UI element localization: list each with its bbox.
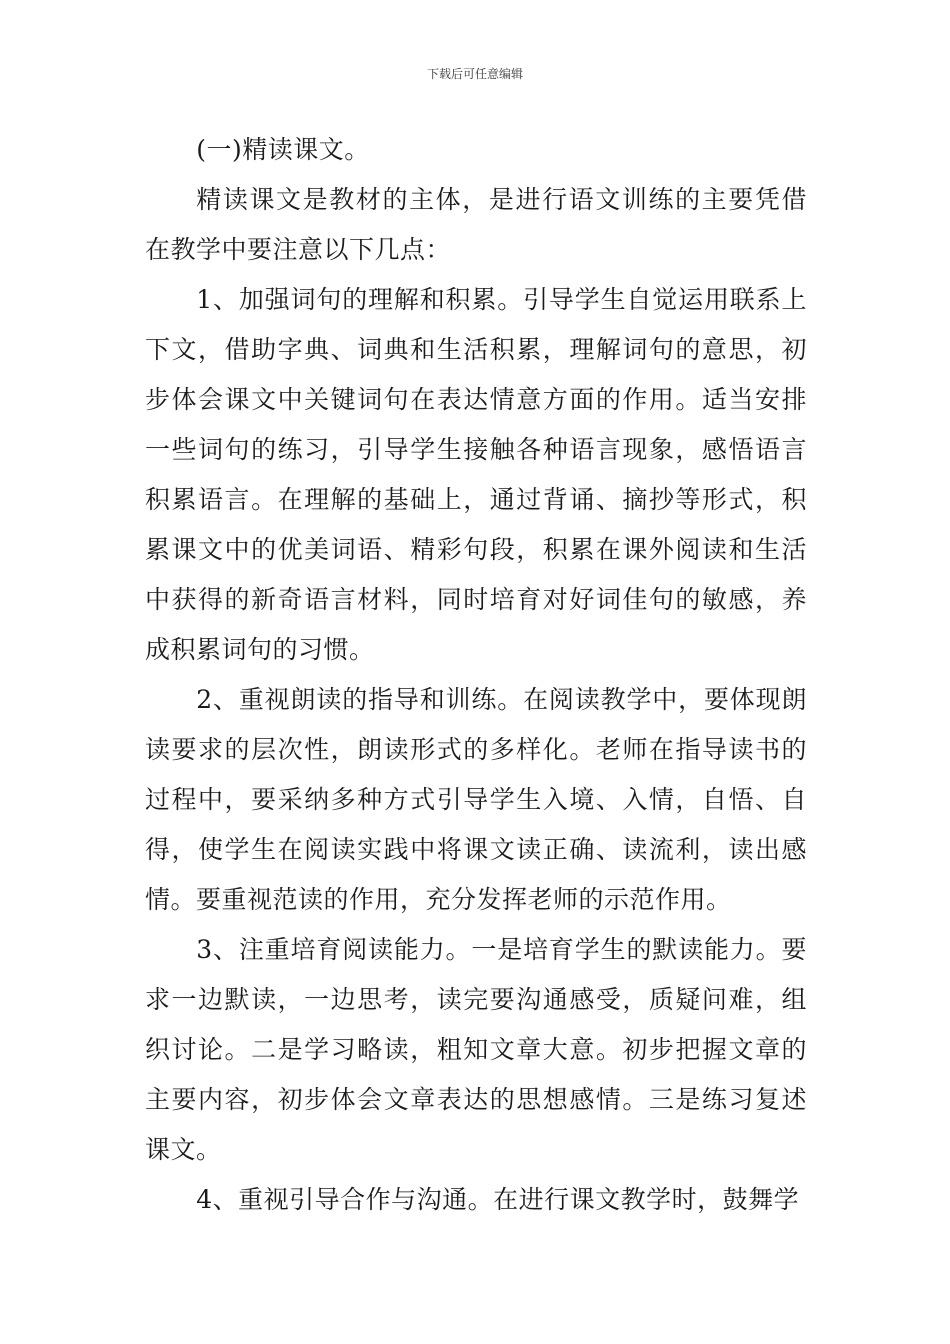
section-heading: (一)精读课文。	[196, 135, 370, 164]
paragraph-intro: 精读课文是教材的主体，是进行语文训练的主要凭借在教学中要注意以下几点：	[145, 185, 807, 264]
paragraph-point-3: 3、注重培育阅读能力。一是培育学生的默读能力。要求一边默读，一边思考，读完要沟通感受，质疑问难，组织讨论。二是学习略读，粗知文章大意。初步把握文章的主要内容，初步体会文章表达的思想感情。三是练习复述课文。	[145, 935, 807, 1164]
paragraph-point-1: 1、加强词句的理解和积累。引导学生自觉运用联系上下文，借助字典、词典和生活积累，理解词句的意思，初步体会课文中关键词句在表达情意方面的作用。适当安排一些词句的练习，引导学生接触各种语言现象，感悟语言积累语言。在理解的基础上，通过背诵、摘抄等形式，积累课文中的优美词语、精彩句段，积累在课外阅读和生活中获得的新奇语言材料，同时培育对好词佳句的敏感，养成积累词句的习惯。	[145, 285, 807, 664]
paragraph-point-4: 4、重视引导合作与沟通。在进行课文教学时，鼓舞学	[196, 1185, 800, 1214]
paragraph-point-2: 2、重视朗读的指导和训练。在阅读教学中，要体现朗读要求的层次性，朗读形式的多样化。老师在指导读书的过程中，要采纳多种方式引导学生入境、入情，自悟、自得，使学生在阅读实践中将课文读正确、读流利，读出感情。要重视范读的作用，充分发挥老师的示范作用。	[145, 685, 807, 914]
page-header-note: 下载后可任意编辑	[426, 67, 523, 81]
document-body	[145, 125, 807, 1225]
